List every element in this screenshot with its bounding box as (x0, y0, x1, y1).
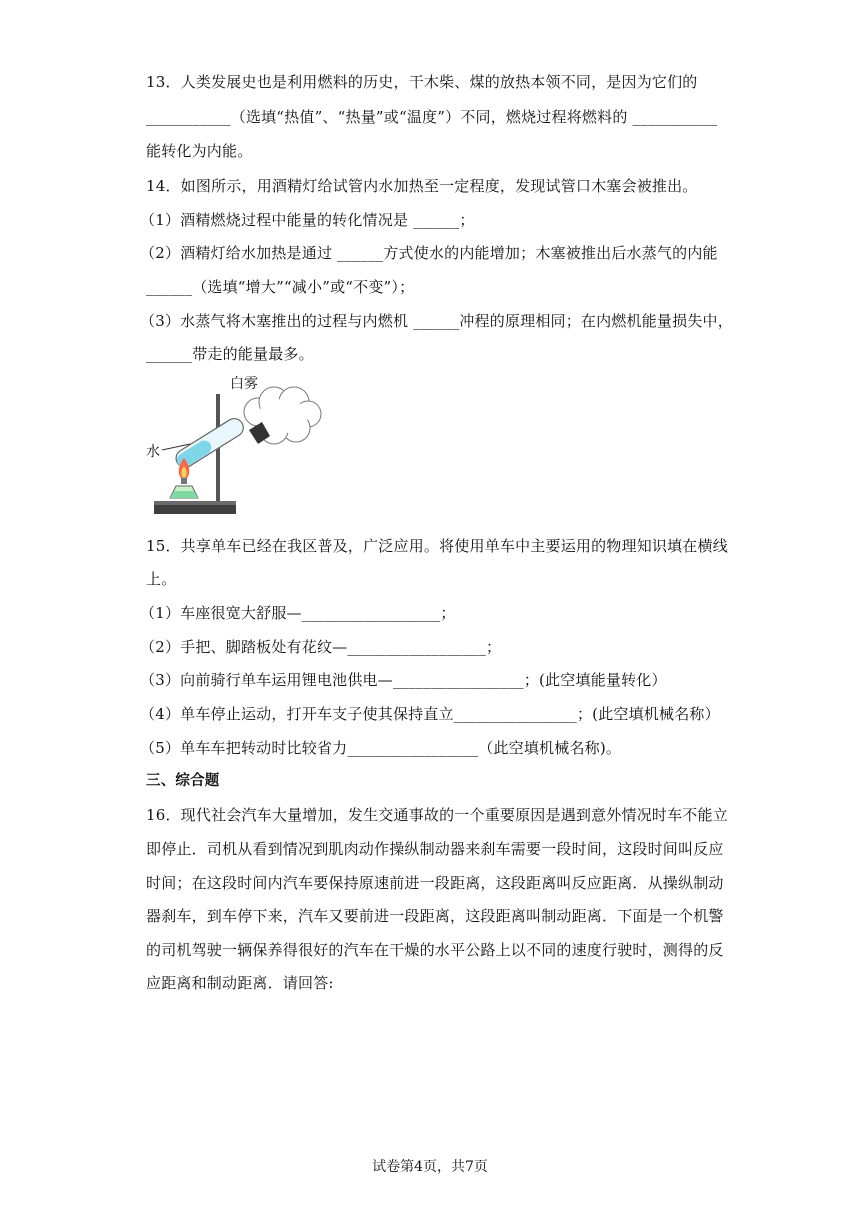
question-16-line-1: 16．现代社会汽车大量增加，发生交通事故的一个重要原因是遇到意外情况时车不能立 (146, 806, 728, 824)
question-15-part-1: （1）车座很宽大舒服—__________________； (140, 604, 456, 622)
question-15-part-4: （4）单车停止运动，打开车支子使其保持直立________________；(此空填机械名称） (140, 705, 720, 723)
question-13-line-3: 能转化为内能。 (146, 142, 253, 160)
page-footer: 试卷第4页，共7页 (372, 1159, 488, 1175)
test-tube-experiment-figure (146, 374, 326, 524)
question-15-part-2: （2）手把、脚踏板处有花纹—__________________； (140, 638, 502, 656)
question-16-line-5: 的司机驾驶一辆保养得很好的汽车在干燥的水平公路上以不同的速度行驶时，测得的反 (146, 941, 724, 959)
section-heading-comprehensive: 三、综合题 (146, 773, 220, 789)
question-16-line-3: 时间；在这段时间内汽车要保持原速前进一段距离，这段距离叫反应距离．从操纵制动 (146, 874, 724, 892)
question-16-line-2: 即停止．司机从看到情况到肌肉动作操纵制动器来刹车需要一段时间，这段时间叫反应 (146, 840, 724, 858)
question-16-line-4: 器刹车，到车停下来，汽车又要前进一段距离，这段距离叫制动距离．下面是一个机警 (146, 907, 724, 925)
question-14-part-1: （1）酒精燃烧过程中能量的转化情况是 ______； (140, 211, 475, 229)
question-15-line-1: 15．共享单车已经在我区普及，广泛应用。将使用单车中主要运用的物理知识填在横线 (146, 537, 728, 555)
label-fog: 白雾 (230, 376, 258, 392)
question-15-line-2: 上。 (146, 570, 177, 588)
question-14-stem: 14．如图所示，用酒精灯给试管内水加热至一定程度，发现试管口木塞会被推出。 (146, 177, 698, 195)
question-15-part-5: （5）单车车把转动时比较省力_________________（此空填机械名称)。 (140, 739, 622, 757)
stand-rod (216, 394, 220, 512)
alcohol-lamp-icon (170, 478, 198, 498)
question-13-line-1: 13．人类发展史也是利用燃料的历史，干木柴、煤的放热本领不同，是因为它们的 (146, 73, 698, 91)
question-16-line-6: 应距离和制动距离．请回答: (146, 974, 334, 992)
question-14-part-3-line-2: ______带走的能量最多。 (146, 345, 314, 363)
label-water: 水 (146, 444, 160, 460)
question-14-part-3-line-1: （3）水蒸气将木塞推出的过程与内燃机 ______冲程的原理相同；在内燃机能量损失中， (140, 312, 733, 330)
stand-base (154, 504, 236, 514)
question-13-line-2: ___________（选填“热值”、“热量”或“温度”）不同，燃烧过程将燃料的 ___________ (146, 108, 718, 126)
question-14-part-2-line-1: （2）酒精灯给水加热是通过 ______方式使水的内能增加；木塞被推出后水蒸气的内能 (140, 244, 718, 262)
question-15-part-3: （3）向前骑行单车运用锂电池供电—_________________；(此空填能量转化） (140, 671, 667, 689)
question-14-part-2-line-2: ______（选填“增大”“减小”或“不变”）； (146, 278, 415, 296)
